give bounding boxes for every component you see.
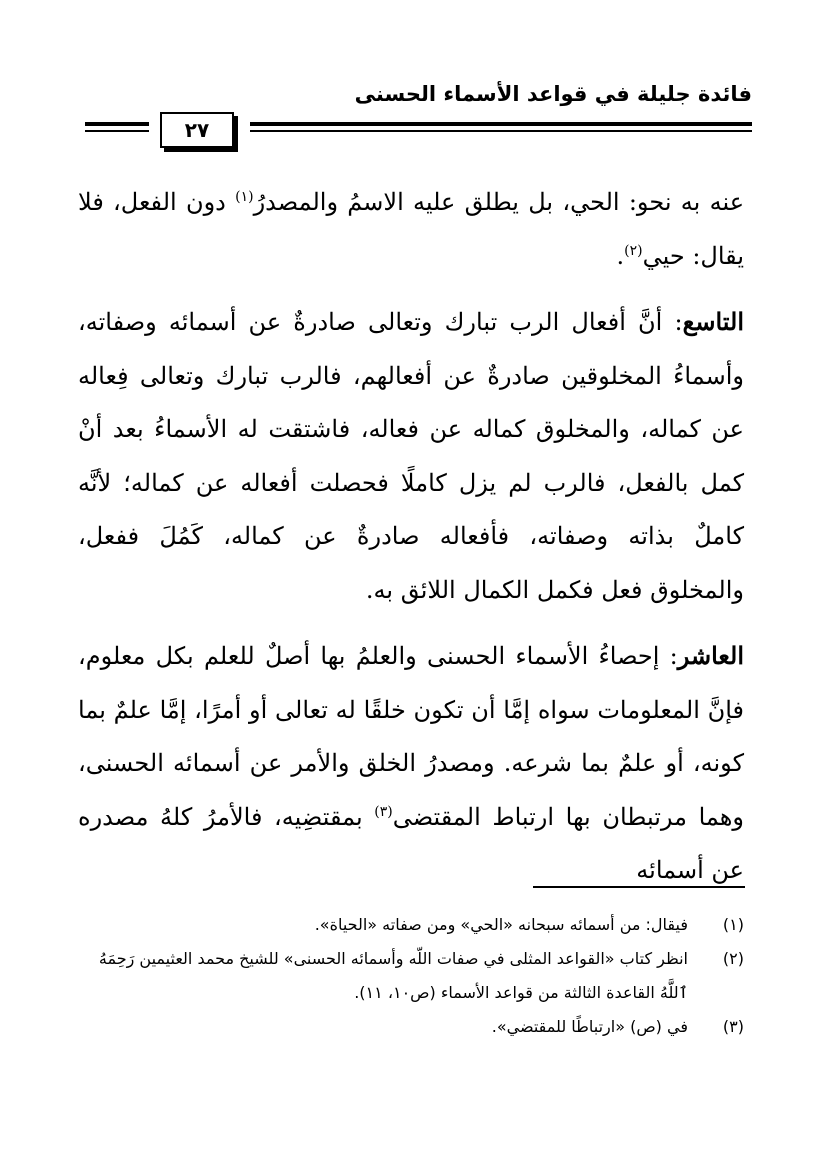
footnote-number: (١): [722, 915, 744, 934]
paragraph-1-part2: دون الفعل، فلا يقال: حيي: [78, 188, 744, 270]
header-rule-right-thin: [250, 130, 752, 132]
paragraph-2-text: : أنَّ أفعال الرب تبارك وتعالى صادرةٌ عن أسمائه وصفاته، وأسماءُ المخلوقين صادرةٌ عن أفعالهم، فالرب تبارك وتعالى فِعاله عن كماله، والمخلوق كماله عن فعاله، فاشتقت له الأسماءُ بعد أنْ كمل بالفعل، فالرب لم يزل كاملًا فحصلت أفعاله عن كماله؛ لأنَّه كاملٌ بذاته وصفاته، فأفعاله صادرةٌ عن كماله، كَمُلَ ففعل، والمخلوق فعل فكمل الكمال اللائق به.: [78, 308, 744, 604]
paragraph-1-part3: .: [616, 241, 625, 270]
footnote-1: [78, 908, 744, 942]
footnotes: [78, 908, 744, 1044]
paragraph-3-text1: : إحصاءُ الأسماء الحسنى والعلمُ بها أصلٌ للعلم بكل معلوم، فإنَّ المعلومات سواه إمَّا أن تكون خلقًا له تعالى أو أمرًا، إمَّا علمٌ بما كونه، أو علمٌ بما شرعه. ومصدرُ الخلق والأمر عن أسمائه الحسنى، وهما مرتبطان بها ارتباط المقتضى: [78, 642, 744, 831]
running-title: فائدة جليلة في قواعد الأسماء الحسنى: [354, 82, 752, 106]
paragraph-3: [78, 629, 744, 898]
page-number: ٢٧: [160, 112, 234, 148]
main-text: [78, 176, 744, 898]
paragraph-3-heading: العاشر: [677, 641, 744, 670]
header-rule-right-thick: [250, 122, 752, 126]
footnote-separator: [533, 886, 745, 888]
footnote-text: انظر كتاب «القواعد المثلى في صفات اللّه وأسمائه الحسنى» للشيخ محمد العثيمين رَحِمَهُ ٱللَّهُ القاعدة الثالثة من قواعد الأسماء (ص١٠، ١١).: [98, 949, 688, 1002]
header-rule-left-thick: [85, 122, 149, 126]
footnote-2: [78, 942, 744, 1010]
footnote-number: (٢): [722, 949, 744, 968]
paragraph-1-part1: عنه به نحو: الحي، بل يطلق عليه الاسمُ والمصدرُ: [253, 188, 745, 216]
footnote-3: [78, 1010, 744, 1044]
header-rule-left-thin: [85, 130, 149, 132]
footnote-ref-3: (٣): [374, 803, 393, 820]
footnote-number: (٣): [722, 1017, 744, 1036]
footnote-text: فيقال: من أسمائه سبحانه «الحي» ومن صفاته «الحياة».: [314, 915, 688, 934]
paragraph-3-text2: بمقتضِيه، فالأمرُ كلهُ مصدره عن أسمائه: [78, 802, 744, 884]
paragraph-1: [78, 176, 744, 283]
footnote-ref-1: (١): [235, 189, 254, 205]
paragraph-2-heading: التاسع: [682, 307, 745, 336]
footnote-text: في (ص) «ارتباطًا للمقتضي».: [491, 1017, 688, 1036]
footnote-ref-2: (٢): [624, 242, 643, 259]
paragraph-2: [78, 295, 744, 617]
